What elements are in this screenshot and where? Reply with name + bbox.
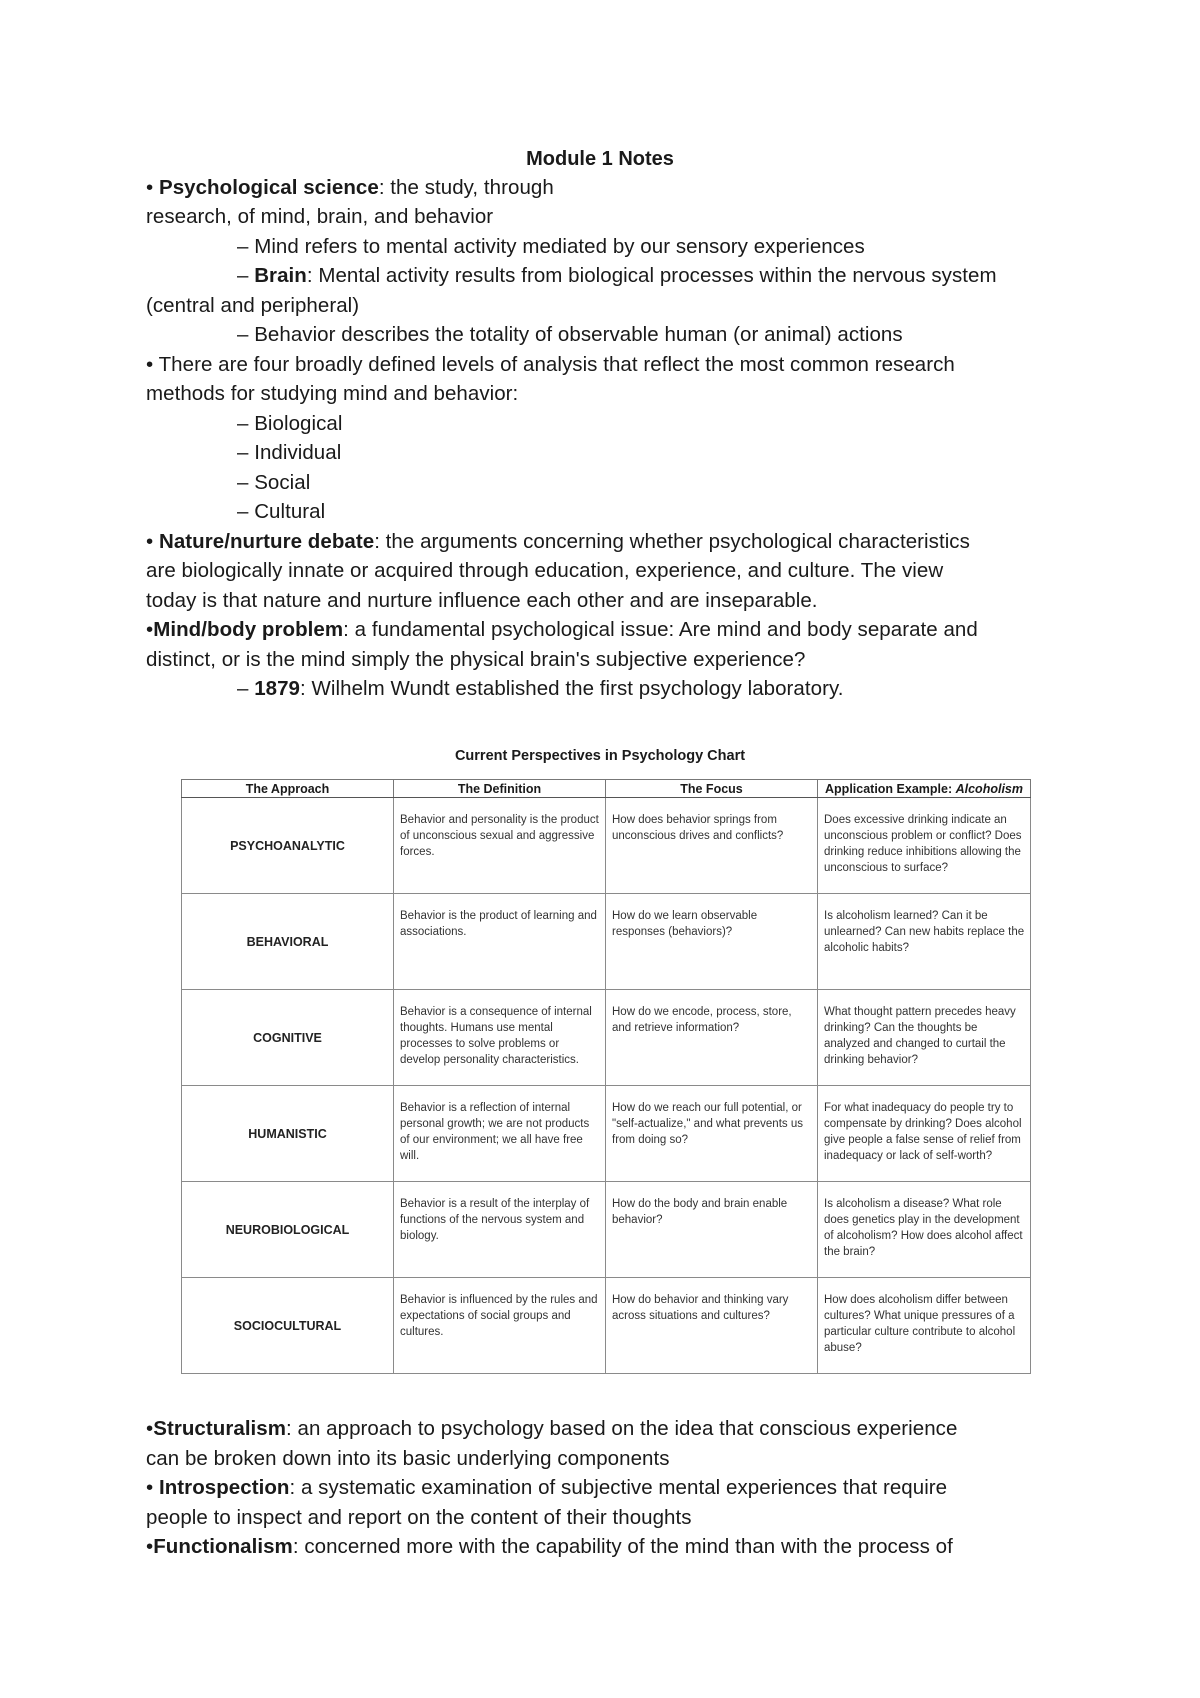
focus-cell: How does behavior springs from unconscious drives and conflicts? [606,798,818,894]
term-nature-nurture: Nature/nurture debate [158,530,375,553]
note-brain-line-1: – Brain: Mental activity results from biological processes within the nervous system [237,264,997,287]
approach-cell: PSYCHOANALYTIC [182,798,394,894]
example-cell: How does alcoholism differ between cultures? What unique pressures of a particular culture contribute to alcohol abuse? [818,1278,1031,1374]
note-introspection-line-2: people to inspect and report on the content of their thoughts [146,1506,692,1529]
table-header-row [182,780,1031,798]
term-introspection: Introspection [158,1476,290,1499]
note-1879: – 1879: Wilhelm Wundt established the first psychology laboratory. [237,677,844,700]
table-row [182,1278,1031,1374]
header-approach: The Approach [182,780,394,798]
note-brain-line-2: (central and peripheral) [146,294,360,317]
example-cell: What thought pattern precedes heavy drinking? Can the thoughts be analyzed and changed to curtail the drinking behavior? [818,990,1031,1086]
note-psych-science-line-2: research, of mind, brain, and behavior [146,205,494,228]
focus-cell: How do behavior and thinking vary across situations and cultures? [606,1278,818,1374]
definition-cell: Behavior is a result of the interplay of functions of the nervous system and biology. [394,1182,606,1278]
example-cell: Is alcoholism learned? Can it be unlearned? Can new habits replace the alcoholic habits? [818,894,1031,990]
note-functionalism-line-1: •Functionalism: concerned more with the capability of the mind than with the process of [146,1535,953,1558]
definition-cell: Behavior and personality is the product of unconscious sexual and aggressive forces. [394,798,606,894]
definition-cell: Behavior is the product of learning and associations. [394,894,606,990]
term-structuralism: Structuralism [153,1417,287,1440]
approach-cell: COGNITIVE [182,990,394,1086]
note-behavior: – Behavior describes the totality of observable human (or animal) actions [237,323,903,346]
approach-cell: SOCIOCULTURAL [182,1278,394,1374]
term-brain: Brain [254,264,307,287]
perspectives-table [181,779,1031,1374]
note-nature-line-2: are biologically innate or acquired through education, experience, and culture. The view [146,559,944,582]
table-row [182,798,1031,894]
note-nature-line-1: • Nature/nurture debate: the arguments concerning whether psychological characteristics [146,530,970,553]
level-item: – Social [237,471,311,494]
note-introspection-line-1: • Introspection: a systematic examination of subjective mental experiences that require [146,1476,948,1499]
note-levels-line-1: • There are four broadly defined levels of analysis that reflect the most common research [146,353,955,376]
table-row [182,1086,1031,1182]
level-item: – Individual [237,441,342,464]
definition-cell: Behavior is a reflection of internal personal growth; we are not products of our environment; we all have free will. [394,1086,606,1182]
term-functionalism: Functionalism [153,1535,293,1558]
term-psych-science: Psychological science [158,176,379,199]
level-item: – Cultural [237,500,326,523]
header-example: Application Example: Alcoholism [818,780,1031,798]
focus-cell: How do the body and brain enable behavior? [606,1182,818,1278]
table-row [182,894,1031,990]
note-psych-science-line-1: • Psychological science: the study, through [146,176,554,199]
page-title: Module 1 Notes [526,148,674,170]
example-cell: Does excessive drinking indicate an unconscious problem or conflict? Does drinking reduce inhibitions allowing the unconscious to surface? [818,798,1031,894]
example-cell: Is alcoholism a disease? What role does genetics play in the development of alcoholism? How does alcohol affect the brain? [818,1182,1031,1278]
note-mind: – Mind refers to mental activity mediated by our sensory experiences [237,235,865,258]
focus-cell: How do we reach our full potential, or "self-actualize," and what prevents us from doing so? [606,1086,818,1182]
term-1879: 1879 [254,677,301,700]
note-levels-line-2: methods for studying mind and behavior: [146,382,519,405]
focus-cell: How do we encode, process, store, and retrieve information? [606,990,818,1086]
level-item: – Biological [237,412,343,435]
note-structuralism-line-1: •Structuralism: an approach to psychology based on the idea that conscious experience [146,1417,958,1440]
note-mindbody-line-1: •Mind/body problem: a fundamental psychological issue: Are mind and body separate and [146,618,978,641]
header-definition: The Definition [394,780,606,798]
example-cell: For what inadequacy do people try to compensate by drinking? Does alcohol give people a false sense of relief from inadequacy or lack of self-worth? [818,1086,1031,1182]
note-nature-line-3: today is that nature and nurture influence each other and are inseparable. [146,589,818,612]
term-mind-body: Mind/body problem [153,618,344,641]
chart-title: Current Perspectives in Psychology Chart [454,748,746,764]
table-row [182,1182,1031,1278]
definition-cell: Behavior is a consequence of internal thoughts. Humans use mental processes to solve problems or develop personality characteristics. [394,990,606,1086]
focus-cell: How do we learn observable responses (behaviors)? [606,894,818,990]
note-mindbody-line-2: distinct, or is the mind simply the physical brain's subjective experience? [146,648,806,671]
header-focus: The Focus [606,780,818,798]
note-structuralism-line-2: can be broken down into its basic underlying components [146,1447,670,1470]
approach-cell: BEHAVIORAL [182,894,394,990]
approach-cell: NEUROBIOLOGICAL [182,1182,394,1278]
definition-cell: Behavior is influenced by the rules and expectations of social groups and cultures. [394,1278,606,1374]
approach-cell: HUMANISTIC [182,1086,394,1182]
table-row [182,990,1031,1086]
